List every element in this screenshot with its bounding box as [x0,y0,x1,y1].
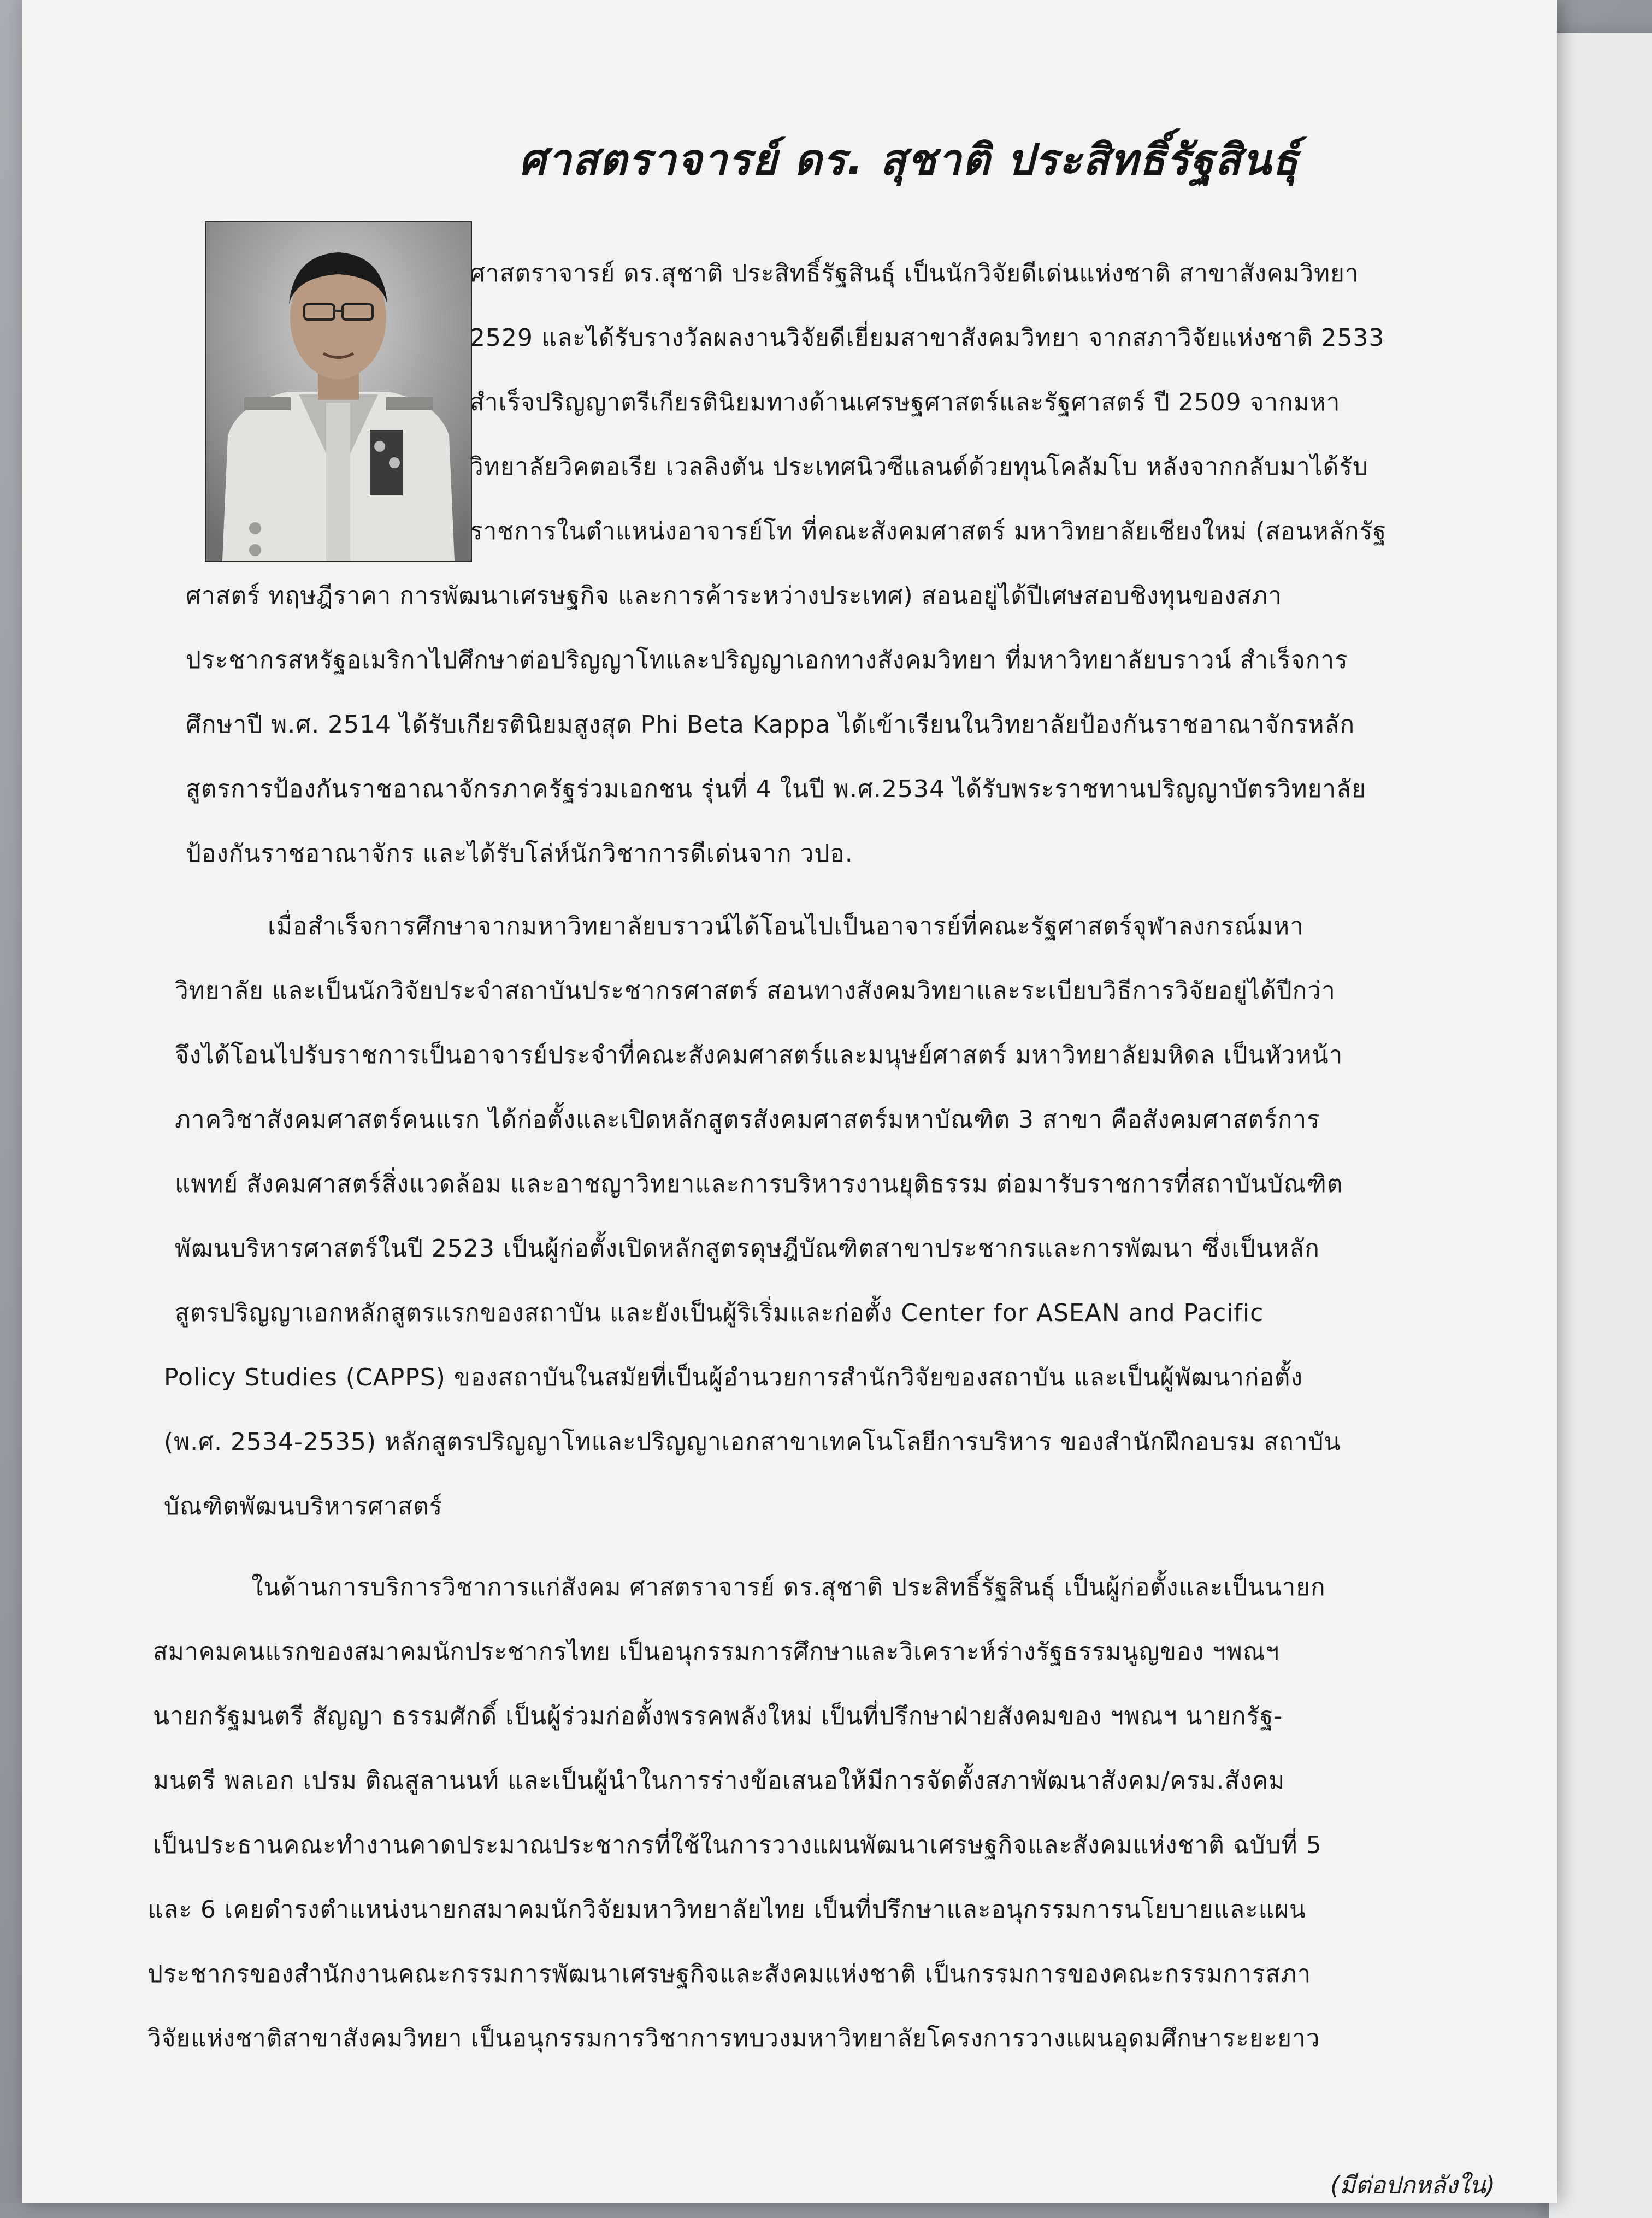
text-line: เป็นประธานคณะทำงานคาดประมาณประชากรที่ใช้ในการวางแผนพัฒนาเศรษฐกิจและสังคมแห่งชาติ ฉบับที่ 5 [153,1831,1322,1859]
text-line: ราชการในตำแหน่งอาจารย์โท ที่คณะสังคมศาสตร์ มหาวิทยาลัยเชียงใหม่ (สอนหลักรัฐ [470,517,1387,545]
text-line: วิจัยแห่งชาติสาขาสังคมวิทยา เป็นอนุกรรมการวิชาการทบวงมหาวิทยาลัยโครงการวางแผนอุดมศึกษาระยะยาว [148,2025,1320,2052]
text-line: วิทยาลัย และเป็นนักวิจัยประจำสถาบันประชากรศาสตร์ สอนทางสังคมวิทยาและระเบียบวิธีการวิจัยอยู่ได้ปีกว่า [175,977,1336,1005]
text-line: และ 6 เคยดำรงตำแหน่งนายกสมาคมนักวิจัยมหาวิทยาลัยไทย เป็นที่ปรึกษาและอนุกรรมการนโยบายและแผน [148,1896,1306,1924]
text-line: สูตรปริญญาเอกหลักสูตรแรกของสถาบัน และยังเป็นผู้ริเริ่มและก่อตั้ง Center for ASEAN and Pacific [175,1299,1264,1327]
document-page [22,0,1557,2203]
text-line: ป้องกันราชอาณาจักร และได้รับโล่ห์นักวิชาการดีเด่นจาก วปอ. [186,840,853,868]
text-line: นายกรัฐมนตรี สัญญา ธรรมศักดิ์ เป็นผู้ร่วมก่อตั้งพรรคพลังใหม่ เป็นที่ปรึกษาฝ่ายสังคมของ ฯพณฯ นายกรัฐ- [153,1702,1283,1730]
text-line: ศาสตราจารย์ ดร.สุชาติ ประสิทธิ์รัฐสินธุ์ เป็นนักวิจัยดีเด่นแห่งชาติ สาขาสังคมวิทยา [470,259,1359,287]
text-line: (พ.ศ. 2534-2535) หลักสูตรปริญญาโทและปริญญาเอกสาขาเทคโนโลยีการบริหาร ของสำนักฝึกอบรม สถาบัน [164,1428,1341,1456]
text-line: Policy Studies (CAPPS) ของสถาบันในสมัยที่เป็นผู้อำนวยการสำนักวิจัยของสถาบัน และเป็นผู้พัฒนาก่อตั้ง [164,1364,1303,1391]
text-line: ในด้านการบริการวิชาการแก่สังคม ศาสตราจารย์ ดร.สุชาติ ประสิทธิ์รัฐสินธุ์ เป็นผู้ก่อตั้งและเป็นนายก [251,1573,1326,1601]
text-line: ภาควิชาสังคมศาสตร์คนแรก ได้ก่อตั้งและเปิดหลักสูตรสังคมศาสตร์มหาบัณฑิต 3 สาขา คือสังคมศาสตร์การ [175,1106,1320,1134]
text-line: บัณฑิตพัฒนบริหารศาสตร์ [164,1493,443,1520]
text-line: ประชากรสหรัฐอเมริกาไปศึกษาต่อปริญญาโทและปริญญาเอกทางสังคมวิทยา ที่มหาวิทยาลัยบราวน์ สำเร็จการ [186,646,1348,674]
text-line: ประชากรของสำนักงานคณะกรรมการพัฒนาเศรษฐกิจและสังคมแห่งชาติ เป็นกรรมการของคณะกรรมการสภา [148,1960,1312,1988]
page-title: ศาสตราจารย์ ดร. สุชาติ ประสิทธิ์รัฐสินธุ์ [519,135,1300,185]
continued-note: (มีต่อปกหลังใน) [1330,2172,1495,2199]
text-line: สูตรการป้องกันราชอาณาจักรภาครัฐร่วมเอกชน รุ่นที่ 4 ในปี พ.ศ.2534 ได้รับพระราชทานปริญญาบัตรวิทยาลัย [186,775,1366,803]
portrait-photo [205,221,472,562]
text-line: พัฒนบริหารศาสตร์ในปี 2523 เป็นผู้ก่อตั้งเปิดหลักสูตรดุษฎีบัณฑิตสาขาประชากรและการพัฒนา ซึ่งเป็นหลัก [175,1235,1320,1263]
text-line: จึงได้โอนไปรับราชการเป็นอาจารย์ประจำที่คณะสังคมศาสตร์และมนุษย์ศาสตร์ มหาวิทยาลัยมหิดล เป็นหัวหน้า [175,1041,1343,1069]
text-line: สมาคมคนแรกของสมาคมนักประชากรไทย เป็นอนุกรรมการศึกษาและวิเคราะห์ร่างรัฐธรรมนูญของ ฯพณฯ [153,1638,1280,1666]
text-line: วิทยาลัยวิคตอเรีย เวลลิงตัน ประเทศนิวซีแลนด์ด้วยทุนโคลัมโบ หลังจากกลับมาได้รับ [470,453,1368,481]
text-line: 2529 และได้รับรางวัลผลงานวิจัยดีเยี่ยมสาขาสังคมวิทยา จากสภาวิจัยแห่งชาติ 2533 [470,324,1385,352]
text-line: แพทย์ สังคมศาสตร์สิ่งแวดล้อม และอาชญาวิทยาและการบริหารงานยุติธรรม ต่อมารับราชการที่สถาบันบัณฑิต [175,1170,1343,1198]
next-page-edge [1549,33,1652,2218]
text-line: ศึกษาปี พ.ศ. 2514 ได้รับเกียรตินิยมสูงสุด Phi Beta Kappa ได้เข้าเรียนในวิทยาลัยป้องกันราชอาณาจักรหลัก [186,711,1355,739]
text-line: เมื่อสำเร็จการศึกษาจากมหาวิทยาลัยบราวน์ได้โอนไปเป็นอาจารย์ที่คณะรัฐศาสตร์จุฬาลงกรณ์มหา [268,912,1304,940]
text-line: สำเร็จปริญญาตรีเกียรตินิยมทางด้านเศรษฐศาสตร์และรัฐศาสตร์ ปี 2509 จากมหา [470,388,1341,416]
text-line: ศาสตร์ ทฤษฎีราคา การพัฒนาเศรษฐกิจ และการค้าระหว่างประเทศ) สอนอยู่ได้ปีเศษสอบชิงทุนของสภา [186,582,1283,610]
text-line: มนตรี พลเอก เปรม ติณสูลานนท์ และเป็นผู้นำในการร่างข้อเสนอให้มีการจัดตั้งสภาพัฒนาสังคม/ครม.สังคม [153,1767,1285,1795]
